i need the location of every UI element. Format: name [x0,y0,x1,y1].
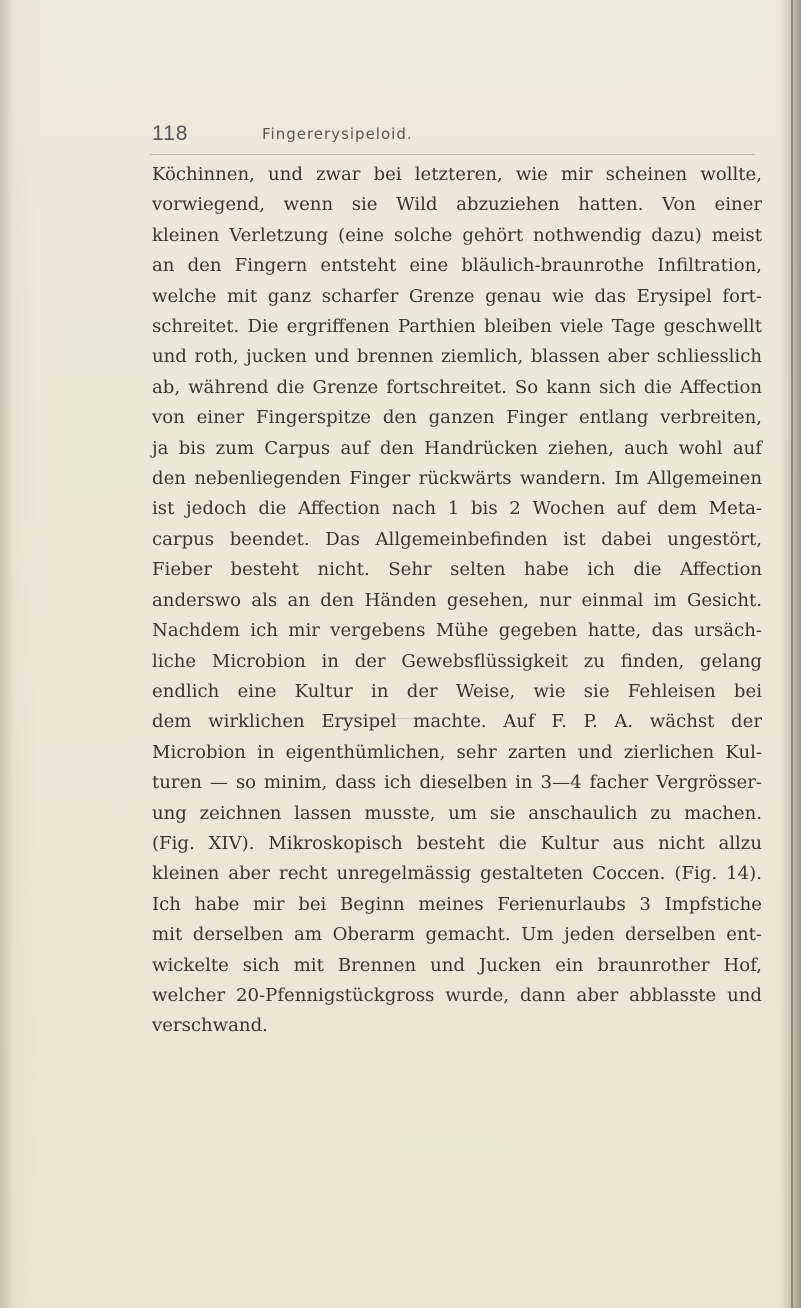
text-line: dem wirklichen Erysipel machte. Auf F. P. A. wächst der [152,711,762,733]
running-head [152,122,752,152]
text-line: und roth, jucken und brennen ziemlich, blassen aber schliesslich [152,346,762,368]
text-line: wickelte sich mit Brennen und Jucken ein braunrother Hof, [152,954,762,976]
text-line: carpus beendet. Das Allgemeinbefinden ist dabei ungestört, [152,528,762,550]
text-line: mit derselben am Oberarm gemacht. Um jeden derselben ent- [152,924,762,946]
text-line: ja bis zum Carpus auf den Handrücken ziehen, auch wohl auf [152,437,762,459]
text-line: Fieber besteht nicht. Sehr selten habe ich die Affection [152,559,762,581]
text-line: turen — so minim, dass ich dieselben in 3—4 facher Vergrösser- [152,772,762,794]
text-line: den nebenliegenden Finger rückwärts wandern. Im Allgemeinen [152,468,762,490]
text-line: liche Microbion in der Gewebsflüssigkeit zu finden, gelang [152,650,762,672]
text-line: schreitet. Die ergriffenen Parthien bleiben viele Tage geschwellt [152,316,762,338]
body-paragraph [152,160,762,1042]
text-line: (Fig. XIV). Mikroskopisch besteht die Kultur aus nicht allzu [152,832,762,854]
text-line: ist jedoch die Affection nach 1 bis 2 Wochen auf dem Meta- [152,498,762,520]
gutter-shadow [0,0,14,1308]
running-title: Fingererysipeloid. [262,125,413,143]
text-line: an den Fingern entsteht eine bläulich-braunrothe Infiltration, [152,255,762,277]
text-line: ung zeichnen lassen musste, um sie anschaulich zu machen. [152,802,762,824]
page-edge-line [791,0,793,1308]
header-rule [150,154,755,155]
text-line: Ich habe mir bei Beginn meines Ferienurlaubs 3 Impfstiche [152,893,762,915]
text-line: verschwand. [152,1015,268,1037]
text-line: Microbion in eigenthümlichen, sehr zarten und zierlichen Kul- [152,741,762,763]
text-line: anderswo als an den Händen gesehen, nur einmal im Gesicht. [152,589,762,611]
text-line: ab, während die Grenze fortschreitet. So kann sich die Affection [152,376,762,398]
text-line: welche mit ganz scharfer Grenze genau wie das Erysipel fort- [152,285,762,307]
text-line: kleinen Verletzung (eine solche gehört nothwendig dazu) meist [152,224,762,246]
text-line: Köchinnen, und zwar bei letzteren, wie mir scheinen wollte, [152,164,762,185]
text-line: welcher 20-Pfennigstückgross wurde, dann aber abblasste und [152,984,762,1006]
text-line: kleinen aber recht unregelmässig gestalteten Coccen. (Fig. 14). [152,863,762,885]
page-number: 118 [152,122,189,145]
bottom-rule [330,718,450,719]
text-line: endlich eine Kultur in der Weise, wie sie Fehleisen bei [152,680,762,702]
text-line: vorwiegend, wenn sie Wild abzuziehen hatten. Von einer [152,194,762,216]
page-edge-shadow [779,0,801,1308]
text-line: von einer Fingerspitze den ganzen Finger entlang verbreiten, [152,407,762,429]
text-line: Nachdem ich mir vergebens Mühe gegeben hatte, das ursäch- [152,620,762,642]
